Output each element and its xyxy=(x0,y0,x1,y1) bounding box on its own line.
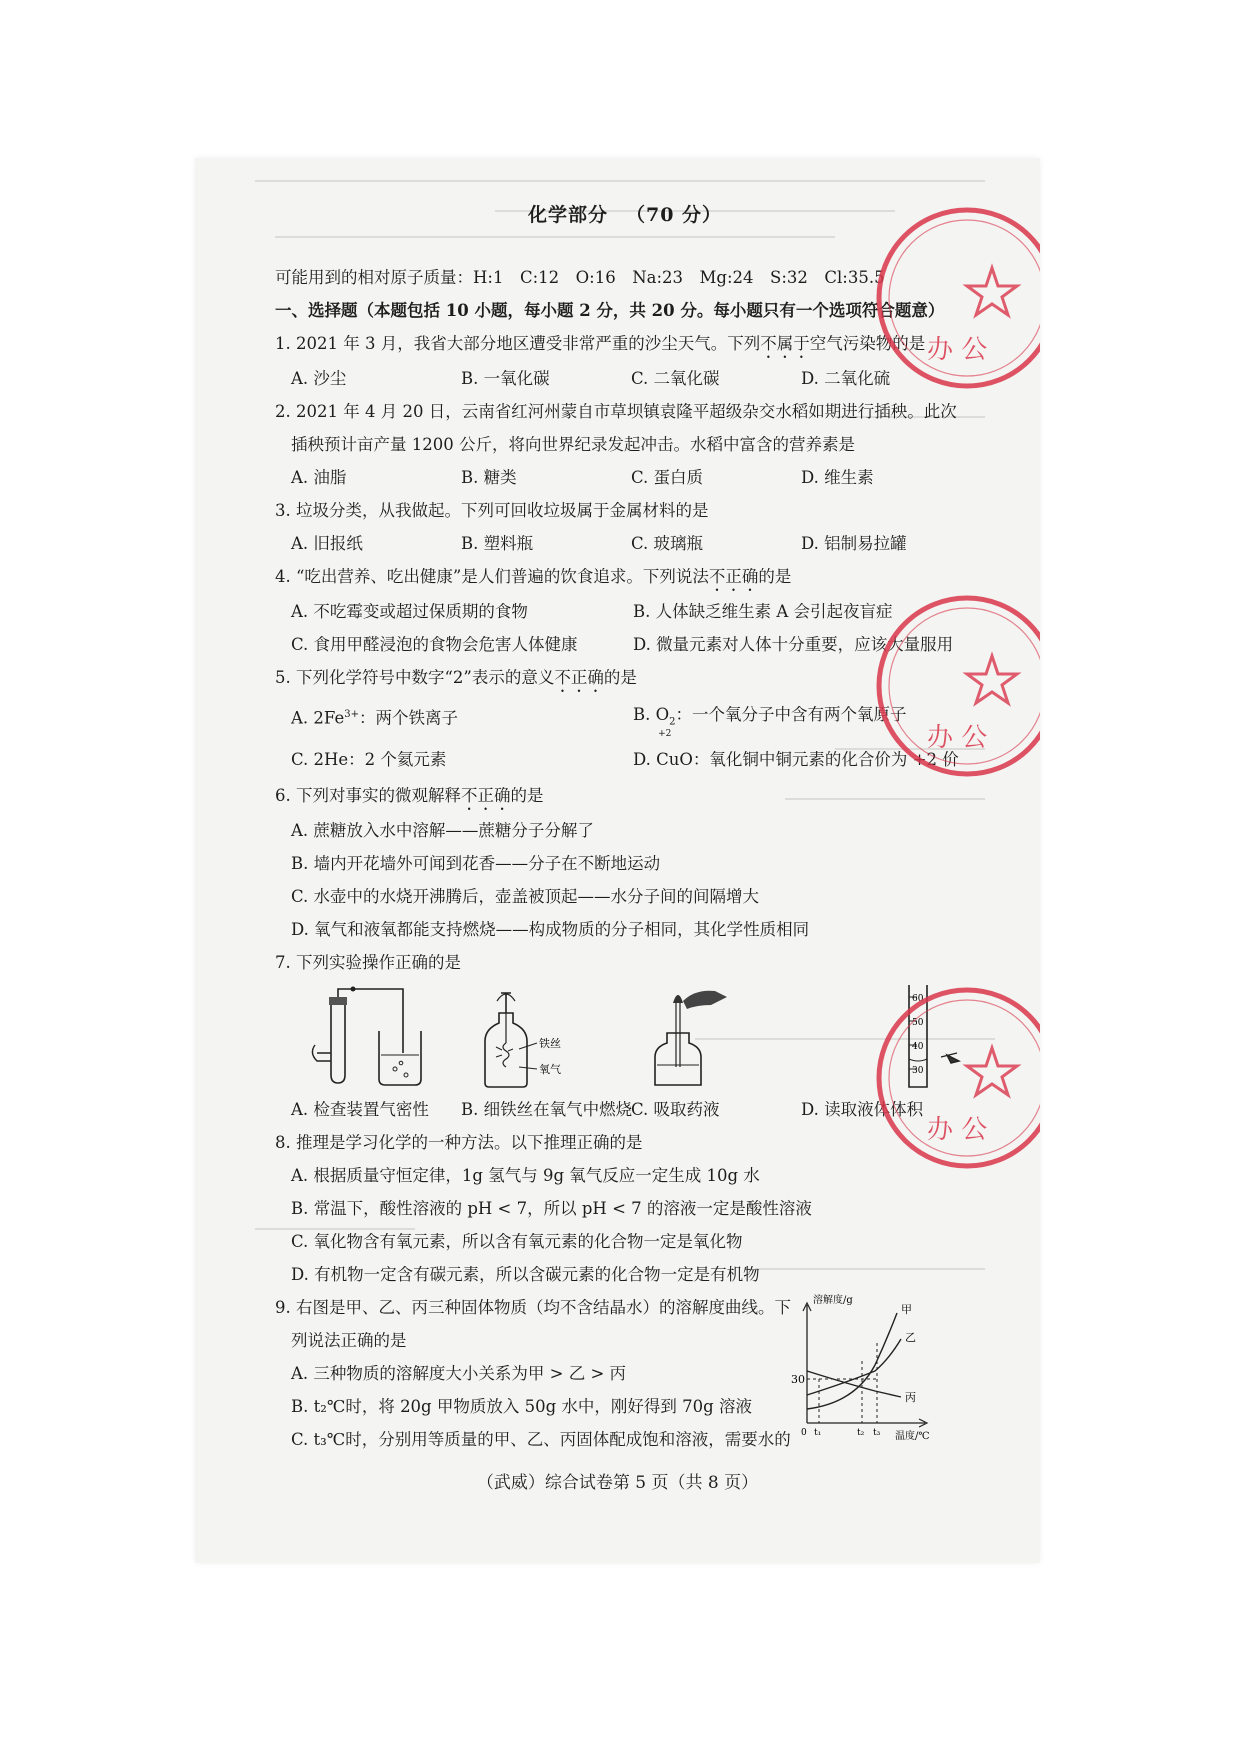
red-seal-stamp xyxy=(867,198,1040,398)
graph-y-tick-30: 30 xyxy=(791,1373,805,1387)
graph-y-label: 溶解度/g xyxy=(813,1295,853,1307)
figure-dropper xyxy=(631,983,801,1093)
label-jia: 甲 xyxy=(901,1303,912,1317)
question-2-stem-1: 2. 2021 年 4 月 20 日，云南省红河州蒙自市草坝镇袁隆平超级杂交水稻如期进行插秧。此次 xyxy=(275,402,957,421)
q9-option-c: C. t₃℃时，分别用等质量的甲、乙、丙固体配成饱和溶液，需要水的 xyxy=(291,1430,791,1450)
q4-stem-post: 的是 xyxy=(758,567,792,586)
q1-option-a: A. 沙尘 xyxy=(291,369,347,388)
q4-option-b: B. 人体缺乏维生素 A 会引起夜盲症 xyxy=(633,602,893,621)
question-9 xyxy=(275,1291,975,1456)
title-text: 化学部分 xyxy=(527,204,608,226)
question-8-stem: 8. 推理是学习化学的一种方法。以下推理正确的是 xyxy=(275,1133,643,1153)
question-3-options xyxy=(275,527,975,560)
q1-stem-emphasis: 不属于 xyxy=(760,334,810,353)
q6-option-c: C. 水壶中的水烧开沸腾后，壶盖被顶起——水分子间的间隔增大 xyxy=(291,887,760,907)
question-9-stem-2: 列说法正确的是 xyxy=(291,1331,407,1351)
q8-option-a: A. 根据质量守恒定律，1g 氢气与 9g 氧气反应一定生成 10g 水 xyxy=(291,1166,760,1186)
q5-stem-post: 的是 xyxy=(603,668,637,687)
q5-d-cu: Cu xyxy=(656,750,680,770)
q1-option-d: D. 二氧化硫 xyxy=(801,369,891,388)
q6-option-b: B. 墙内开花墙外可闻到花香——分子在不断地运动 xyxy=(291,854,661,874)
q5-d-valence-mark: +2 xyxy=(658,729,672,740)
q5-b-symbol: B. O xyxy=(633,705,670,724)
fig-b-label-iron: 铁丝 xyxy=(539,1037,561,1051)
q1-option-c: C. 二氧化碳 xyxy=(631,369,720,388)
question-9-stem-1: 9. 右图是甲、乙、丙三种固体物质（均不含结晶水）的溶解度曲线。下 xyxy=(275,1298,791,1318)
q5-d-text: O：氧化铜中铜元素的化合价为 +2 价 xyxy=(679,750,959,770)
q1-option-b: B. 一氧化碳 xyxy=(461,369,550,388)
q1-stem-post: 空气污染物的是 xyxy=(809,334,926,353)
curve-yi xyxy=(807,1339,901,1395)
q7-option-a: A. 检查装置气密性 xyxy=(291,1100,429,1120)
graph-x-tick-0: 0 xyxy=(801,1428,807,1439)
q2-option-a: A. 油脂 xyxy=(291,468,347,487)
q2-option-d: D. 维生素 xyxy=(801,468,874,487)
question-2-options xyxy=(275,461,975,494)
q9-option-b: B. t₂℃时，将 20g 甲物质放入 50g 水中，刚好得到 70g 溶液 xyxy=(291,1397,752,1417)
atomic-mass-line: 可能用到的相对原子质量：H:1 C:12 O:16 Na:23 Mg:24 S:32 Cl:35.5 xyxy=(275,268,885,287)
graph-x-tick-t1: t₁ xyxy=(814,1428,822,1439)
label-bing: 丙 xyxy=(905,1391,916,1405)
page-footer: （武威）综合试卷第 5 页（共 8 页） xyxy=(476,1473,759,1493)
q3-option-d: D. 铝制易拉罐 xyxy=(801,534,907,553)
q7-option-b: B. 细铁丝在氧气中燃烧 xyxy=(461,1100,633,1120)
q3-option-a: A. 旧报纸 xyxy=(291,534,363,553)
q5-b-subscript: 2 xyxy=(669,716,676,728)
q5-stem-pre: 5. 下列化学符号中数字“2”表示的意义 xyxy=(275,668,555,687)
fig-d-tick-40: 40 xyxy=(912,1042,924,1053)
title-score: （70 分） xyxy=(625,204,723,226)
q5-a-symbol: A. 2Fe xyxy=(291,708,345,728)
red-seal-stamp xyxy=(867,978,1040,1178)
seal-text: 办 公 xyxy=(927,1115,988,1145)
q9-option-a: A. 三种物质的溶解度大小关系为甲 > 乙 > 丙 xyxy=(291,1364,627,1384)
question-3-stem: 3. 垃圾分类，从我做起。下列可回收垃圾属于金属材料的是 xyxy=(275,501,709,520)
q6-stem-pre: 6. 下列对事实的微观解释 xyxy=(275,786,461,806)
fig-d-tick-50: 50 xyxy=(912,1018,924,1029)
fig-b-label-oxygen: 氧气 xyxy=(539,1063,561,1077)
q7-option-c: C. 吸取药液 xyxy=(631,1100,720,1120)
q4-option-c: C. 食用甲醛浸泡的食物会危害人体健康 xyxy=(291,635,578,654)
q2-option-b: B. 糖类 xyxy=(461,468,517,487)
seal-text: 办 公 xyxy=(927,723,988,753)
question-2-stem-2: 插秧预计亩产量 1200 公斤，将向世界纪录发起冲击。水稻中富含的营养素是 xyxy=(291,435,855,454)
exam-sheet xyxy=(195,158,1040,1563)
solubility-graph xyxy=(785,1291,935,1441)
q4-option-d: D. 微量元素对人体十分重要，应该大量服用 xyxy=(633,635,954,654)
q5-a-charge: 3+ xyxy=(344,709,359,720)
q6-option-d: D. 氧气和液氧都能支持燃烧——构成物质的分子相同，其化学性质相同 xyxy=(291,920,810,940)
q5-b-text: ：一个氧分子中含有两个氧原子 xyxy=(675,705,907,724)
q7-option-d: D. 读取液体体积 xyxy=(801,1100,924,1120)
question-7-stem: 7. 下列实验操作正确的是 xyxy=(275,953,461,973)
label-yi: 乙 xyxy=(905,1331,916,1345)
question-9-text xyxy=(275,1291,791,1456)
curve-bing xyxy=(807,1371,901,1397)
fig-d-tick-30: 30 xyxy=(912,1066,924,1077)
q3-option-b: B. 塑料瓶 xyxy=(461,534,534,553)
q2-option-c: C. 蛋白质 xyxy=(631,468,704,487)
q5-stem-emphasis: 不正确 xyxy=(554,668,604,687)
q5-d-cu-with-valence xyxy=(656,729,680,779)
q3-option-c: C. 玻璃瓶 xyxy=(631,534,704,553)
q6-stem-emphasis: 不正确 xyxy=(461,786,511,806)
fig-d-tick-60: 60 xyxy=(912,994,924,1005)
q8-option-c: C. 氧化物含有氧元素，所以含有氧元素的化合物一定是氧化物 xyxy=(291,1232,743,1252)
q1-stem-pre: 1. 2021 年 3 月，我省大部分地区遭受非常严重的沙尘天气。下列 xyxy=(275,334,761,353)
curve-jia xyxy=(807,1313,897,1409)
q4-stem-emphasis: 不正确 xyxy=(708,567,759,586)
q6-option-a: A. 蔗糖放入水中溶解——蔗糖分子分解了 xyxy=(291,821,594,841)
graph-x-label: 温度/℃ xyxy=(895,1431,930,1442)
figure-iron-wire-burning xyxy=(461,983,631,1093)
q8-option-d: D. 有机物一定含有碳元素，所以含碳元素的化合物一定是有机物 xyxy=(291,1265,760,1285)
section-header: 一、选择题（本题包括 10 小题，每小题 2 分，共 20 分。每小题只有一个选项符合题意） xyxy=(275,301,945,320)
q4-option-a: A. 不吃霉变或超过保质期的食物 xyxy=(291,602,528,621)
q4-stem-pre: 4. “吃出营养、吃出健康”是人们普遍的饮食追求。下列说法 xyxy=(275,567,709,586)
seal-text: 办 公 xyxy=(927,335,988,365)
figure-airtightness-check xyxy=(291,983,461,1093)
q8-option-b: B. 常温下，酸性溶液的 pH < 7，所以 pH < 7 的溶液一定是酸性溶液 xyxy=(291,1199,812,1219)
graph-x-tick-t3: t₃ xyxy=(873,1428,881,1439)
red-seal-stamp xyxy=(867,586,1040,786)
q5-option-c: C. 2He：2 个氦元素 xyxy=(291,750,447,770)
q5-d-prefix: D. xyxy=(633,750,657,770)
graph-x-tick-t2: t₂ xyxy=(857,1428,865,1439)
q5-a-text: ：两个铁离子 xyxy=(358,708,458,728)
bleed-through-line xyxy=(255,180,985,182)
q6-stem-post: 的是 xyxy=(510,786,544,806)
q5-option-a xyxy=(291,696,633,741)
